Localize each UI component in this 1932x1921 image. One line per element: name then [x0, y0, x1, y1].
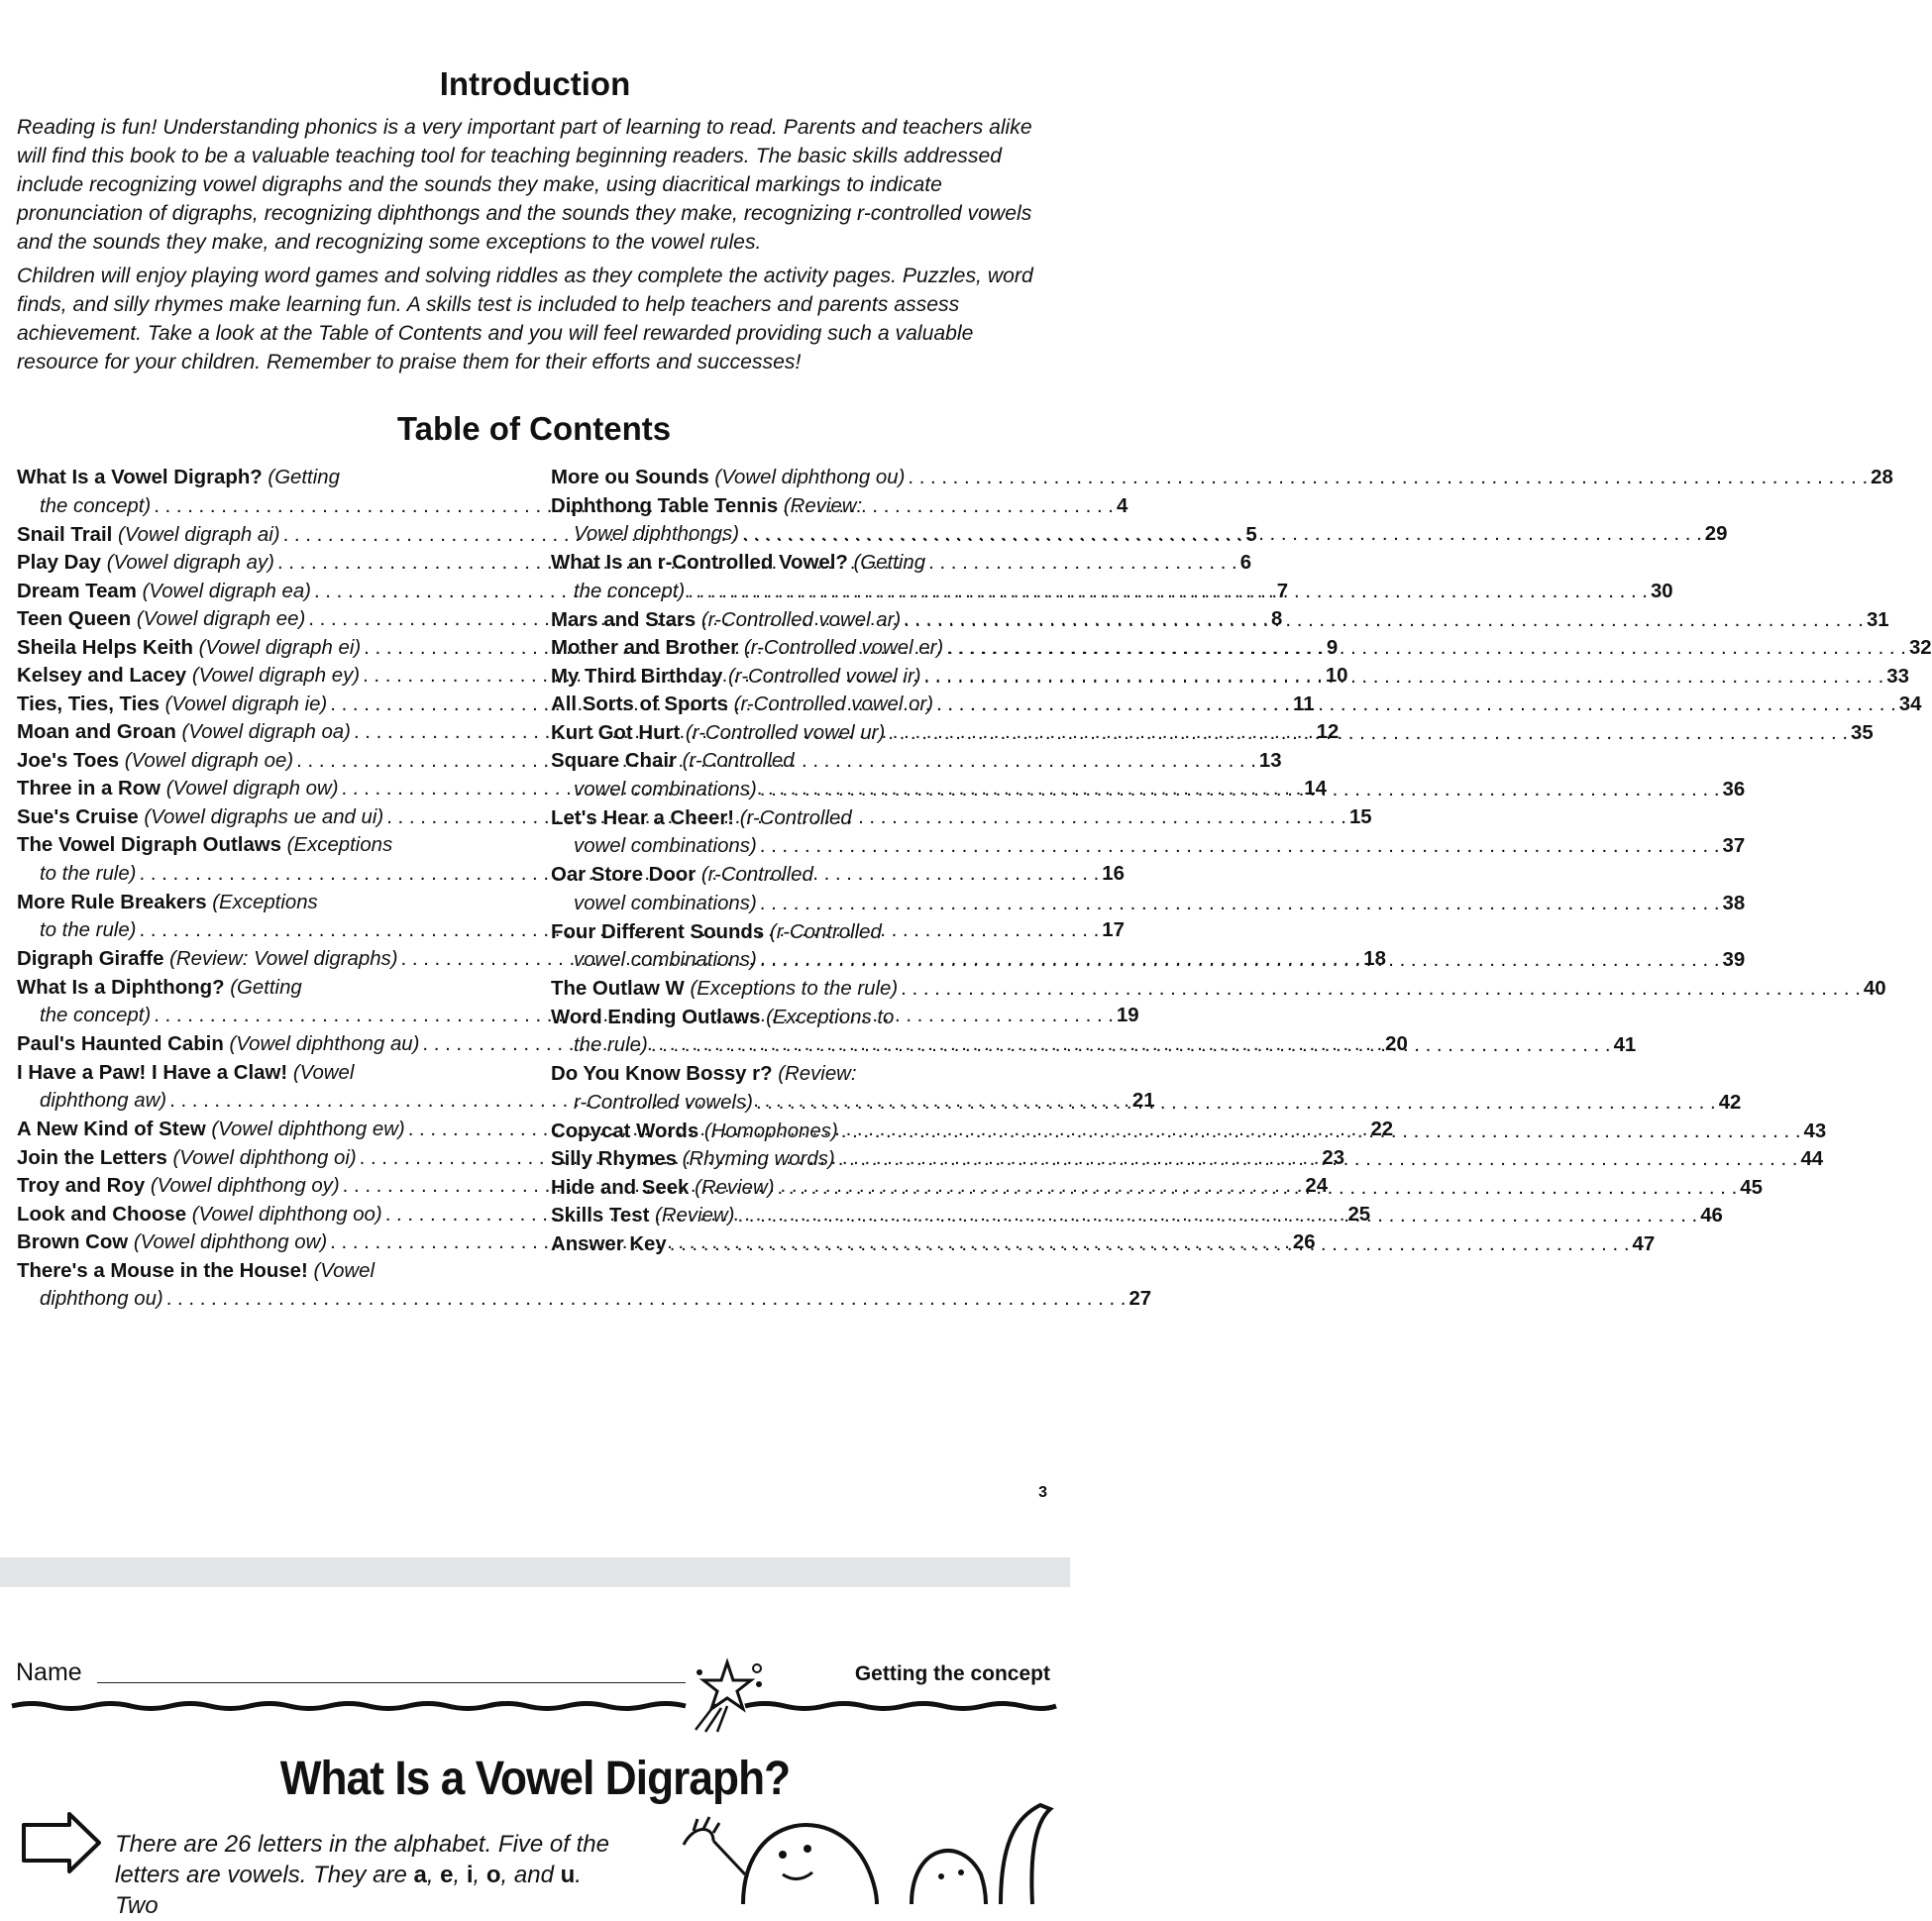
toc-entry-title: Answer Key — [551, 1232, 667, 1255]
toc-entry-subtitle: (Getting — [230, 976, 302, 999]
vowel-a: a — [413, 1862, 427, 1888]
table-of-contents-heading: Table of Contents — [396, 410, 672, 447]
toc-entry-title: Do You Know Bossy r? — [551, 1063, 773, 1085]
toc-entry-subtitle: (Vowel digraph ow) — [165, 778, 339, 800]
toc-dot-leader — [756, 1089, 1716, 1118]
toc-entry-title: More ou Sounds — [551, 467, 709, 488]
toc-entry-line — [17, 1285, 1152, 1314]
cartoon-letters-illustration — [664, 1785, 1060, 1904]
toc-entry-subtitle-cont: to the rule) — [40, 862, 137, 885]
toc-entry-subtitle: (Vowel — [292, 1061, 355, 1084]
toc-entry-line — [17, 974, 494, 1003]
toc-entry-title: Kelsey and Lacey — [17, 665, 187, 687]
toc-page-number: 26 — [1292, 1231, 1316, 1253]
toc-dot-leader — [904, 606, 1864, 635]
toc-entry-title: Ties, Ties, Ties — [17, 693, 160, 715]
toc-entry-line — [551, 634, 1932, 663]
toc-entry-title: Kurt Got Hurt — [551, 721, 681, 744]
toc-entry-title: Let's Hear a Cheer! — [551, 806, 735, 829]
and-text: and — [513, 1862, 554, 1888]
toc-entry-subtitle-cont: vowel combinations) — [574, 835, 757, 857]
toc-entry-subtitle-cont: vowel combinations) — [574, 949, 757, 971]
toc-entry-subtitle-cont: r-Controlled vowels) — [574, 1091, 753, 1114]
toc-dot-leader — [737, 1202, 1697, 1230]
toc-entry-line — [551, 606, 1889, 635]
toc-entry-subtitle: (Vowel diphthong au) — [229, 1033, 420, 1055]
toc-entry-title: There's a Mouse in the House! — [17, 1259, 308, 1282]
toc-entry-subtitle-cont: Vowel diphthongs) — [574, 523, 740, 545]
arrow-right-icon — [20, 1811, 103, 1874]
toc-entry-title: Join the Letters — [17, 1146, 167, 1169]
decorative-squiggle-border — [12, 1698, 1056, 1714]
toc-dot-leader — [760, 832, 1720, 861]
toc-entry-subtitle: (r-Controlled vowel ur) — [685, 721, 886, 744]
toc-entry-title: Mars and Stars — [551, 608, 697, 631]
toc-entry-subtitle: (Exceptions to — [766, 1006, 895, 1028]
toc-page-number: 42 — [1718, 1091, 1742, 1114]
toc-entry-subtitle: (Vowel diphthong ew) — [211, 1119, 405, 1140]
toc-page-number: 5 — [1245, 523, 1257, 546]
toc-entry-subtitle: (Vowel diphthong oi) — [172, 1146, 357, 1169]
toc-dot-leader — [888, 719, 1848, 748]
toc-entry-title: Skills Test — [551, 1205, 650, 1227]
toc-entry-line — [551, 832, 1746, 861]
toc-entry-subtitle: (r-Controlled vowel or) — [733, 694, 933, 715]
toc-entry-title: Dream Team — [17, 580, 137, 602]
toc-page-number: 30 — [1650, 580, 1673, 602]
toc-page-number: 13 — [1258, 749, 1282, 772]
toc-entry-title: Sheila Helps Keith — [17, 636, 193, 659]
toc-entry-line — [17, 1257, 494, 1286]
toc-entry-line — [551, 578, 1673, 606]
toc-entry-subtitle: (Review) — [695, 1176, 775, 1199]
toc-page-number: 45 — [1740, 1176, 1763, 1199]
toc-entry-title: All Sorts of Sports — [551, 694, 728, 715]
toc-page-number: 10 — [1325, 665, 1348, 687]
toc-dot-leader — [651, 1031, 1611, 1060]
toc-entry-subtitle: (Vowel digraph oa) — [181, 721, 351, 743]
toc-entry-subtitle: (Vowel digraph ie) — [164, 693, 328, 715]
toc-entry-subtitle: (Exceptions — [286, 834, 393, 856]
toc-entry-subtitle: (r-Controlled vowel er) — [743, 637, 944, 659]
vowel-o: o — [485, 1862, 501, 1888]
toc-page-number: 23 — [1322, 1146, 1345, 1169]
toc-page-number: 41 — [1613, 1034, 1637, 1056]
toc-entry-title: Copycat Words — [551, 1120, 699, 1142]
toc-entry-title: Oar Store Door — [551, 864, 697, 886]
toc-entry-title: Look and Choose — [17, 1203, 187, 1226]
toc-dot-leader — [760, 946, 1720, 975]
toc-dot-leader — [901, 975, 1861, 1004]
introduction-heading: Introduction — [439, 65, 631, 102]
toc-page-number: 39 — [1722, 949, 1746, 971]
toc-entry-subtitle-cont: vowel combinations) — [574, 892, 757, 914]
toc-dot-leader — [838, 1145, 1798, 1174]
toc-page-number: 25 — [1347, 1203, 1371, 1226]
shooting-star-icon — [688, 1658, 767, 1734]
toc-entry-subtitle-cont: the concept) — [574, 580, 686, 602]
toc-entry-subtitle-cont: the concept) — [40, 1005, 152, 1026]
toc-entry-subtitle: (Rhyming words) — [682, 1148, 835, 1170]
toc-entry-line — [17, 464, 494, 492]
toc-entry-line — [551, 1060, 1030, 1089]
toc-dot-leader — [688, 578, 1648, 606]
toc-entry-subtitle-cont: diphthong aw) — [40, 1090, 167, 1112]
toc-entry — [551, 549, 1673, 605]
name-label: Name — [16, 1658, 82, 1686]
toc-page-number: 4 — [1116, 494, 1128, 517]
worksheet-page — [0, 1587, 1070, 1919]
toc-page-number: 14 — [1304, 778, 1327, 800]
instruction-text: There are 26 letters in the alphabet. Five of the letters are vowels. They are — [115, 1831, 609, 1888]
toc-dot-leader — [908, 464, 1868, 492]
toc-page-number: 38 — [1722, 892, 1746, 914]
worksheet-instructions: There are 26 letters in the alphabet. Five of the letters are vowels. They are a, e, i, o, and u. Two — [115, 1831, 609, 1919]
toc-entry-subtitle: (Vowel — [313, 1259, 376, 1282]
toc-dot-leader — [841, 1118, 1801, 1146]
toc-dot-leader — [742, 520, 1702, 549]
toc-entry-line — [551, 520, 1728, 549]
toc-entry-subtitle: (r-Controlled vowel ar) — [700, 608, 902, 631]
toc-entry-subtitle: (r-Controlled — [682, 750, 795, 772]
toc-entry-subtitle: (r-Controlled — [769, 920, 882, 943]
toc-entry-subtitle: (Vowel digraph ay) — [106, 552, 274, 574]
toc-entry-title: A New Kind of Stew — [17, 1119, 206, 1140]
toc-page-number: 32 — [1908, 637, 1932, 659]
toc-entry-title: Square Chair — [551, 750, 677, 772]
vowel-i: i — [466, 1862, 474, 1888]
toc-entry-subtitle: (Vowel digraph ea) — [142, 580, 311, 602]
toc-entry-title: Hide and Seek — [551, 1176, 690, 1199]
toc-dot-leader — [924, 663, 1884, 692]
toc-page-number: 44 — [1800, 1148, 1824, 1170]
toc-entry-line — [551, 747, 1030, 776]
toc-entry-line — [551, 861, 1030, 890]
toc-page-number: 29 — [1704, 523, 1728, 545]
page-number: 3 — [1038, 1484, 1047, 1501]
toc-entry-subtitle-cont: to the rule) — [40, 919, 137, 941]
toc-entry-subtitle: (Getting — [268, 467, 340, 488]
name-write-line — [97, 1682, 686, 1683]
toc-entry-line — [551, 918, 1030, 947]
toc-dot-leader — [166, 1285, 1127, 1314]
toc-entry-line — [551, 464, 1893, 492]
toc-entry-title: Troy and Roy — [17, 1175, 146, 1197]
toc-entry-title: The Outlaw W — [551, 978, 685, 1000]
toc-entry-subtitle: (r-Controlled vowel ir) — [728, 665, 921, 688]
toc-entry-title: Digraph Giraffe — [17, 948, 164, 970]
toc-entry — [551, 634, 1932, 663]
toc-entry-subtitle: (Vowel diphthong oy) — [150, 1175, 340, 1197]
toc-entry-title: Mother and Brother — [551, 637, 739, 659]
toc-entry-subtitle: (Review: Vowel digraphs) — [169, 948, 398, 970]
vowel-u: u — [560, 1862, 576, 1888]
toc-entry — [551, 975, 1886, 1004]
toc-page-number: 19 — [1116, 1005, 1139, 1026]
toc-entry-line — [17, 889, 494, 917]
toc-entry-title: Snail Trail — [17, 523, 113, 546]
toc-entry-title: What Is an r-Controlled Vowel? — [551, 552, 848, 574]
toc-entry — [551, 606, 1889, 635]
toc-entry-title: What Is a Diphthong? — [17, 976, 225, 999]
toc-page-number: 43 — [1803, 1120, 1827, 1142]
toc-page-number: 7 — [1276, 580, 1289, 602]
toc-page-number: 27 — [1128, 1288, 1152, 1310]
instruction-text-end: . Two — [115, 1862, 582, 1919]
toc-dot-leader — [936, 691, 1896, 719]
toc-entry-subtitle: (Review: — [778, 1063, 857, 1085]
toc-entry-line — [551, 492, 1030, 521]
toc-dot-leader — [760, 890, 1720, 918]
toc-page-number: 15 — [1348, 805, 1372, 828]
toc-entry-subtitle-cont: diphthong ou) — [40, 1288, 163, 1310]
toc-entry-line — [17, 1059, 494, 1088]
toc-page-number: 31 — [1866, 608, 1889, 631]
toc-entry-subtitle: (Review: — [783, 494, 863, 517]
toc-entry-line — [551, 1004, 1030, 1032]
toc-page-number: 8 — [1271, 608, 1283, 630]
toc-page-number: 12 — [1316, 721, 1340, 743]
toc-entry-subtitle: (Vowel digraph oe) — [124, 749, 294, 772]
toc-page-number: 9 — [1326, 636, 1339, 659]
toc-entry — [551, 464, 1893, 492]
toc-page-number: 47 — [1632, 1232, 1656, 1255]
toc-entry-line — [551, 975, 1886, 1004]
toc-entry-title: My Third Birthday — [551, 665, 723, 688]
toc-entry-title: The Vowel Digraph Outlaws — [17, 834, 281, 856]
toc-entry-title: Teen Queen — [17, 608, 132, 630]
toc-entry-title: Three in a Row — [17, 778, 161, 800]
toc-page-number: 18 — [1363, 948, 1386, 970]
toc-entry-subtitle: (Vowel diphthong ou) — [714, 467, 906, 488]
toc-entry — [551, 492, 1728, 549]
toc-dot-leader — [670, 1230, 1630, 1259]
toc-entry-subtitle-cont: the concept) — [40, 494, 152, 517]
toc-page-number: 20 — [1385, 1033, 1408, 1055]
toc-entry-line — [551, 804, 1030, 833]
toc-entry-title: Joe's Toes — [17, 749, 120, 772]
toc-page-number: 16 — [1102, 862, 1125, 885]
concept-label: Getting the concept — [854, 1662, 1050, 1685]
toc-page-number: 22 — [1370, 1119, 1394, 1140]
toc-entry-subtitle: (r-Controlled — [700, 864, 813, 886]
toc-entry-title: Paul's Haunted Cabin — [17, 1033, 224, 1055]
toc-page-number: 36 — [1722, 778, 1746, 800]
toc-entry — [17, 1257, 1152, 1314]
toc-entry-title: Play Day — [17, 552, 102, 574]
toc-entry-title: Four Different Sounds — [551, 920, 765, 943]
toc-entry-subtitle: (Exceptions — [212, 891, 318, 913]
toc-page-number: 24 — [1305, 1175, 1329, 1197]
toc-entry-subtitle: (Exceptions to the rule) — [690, 978, 899, 1000]
intro-paragraph-1: Reading is fun! Understanding phonics is a very important part of learning to read. Parents and teachers alike will find this book to be a valuable teaching tool for teaching beginning readers. The basic skills addressed include recognizing vowel digraphs and the sounds they make, using diacritical markings to indicate pronunciation of digraphs, recognizing diphthongs and the sounds they make, recognizing r-controlled vowels and the sounds they make, and recognizing some exceptions to the vowel rules. — [17, 116, 1032, 254]
toc-entry-title: Silly Rhymes — [551, 1148, 677, 1170]
toc-page-number: 37 — [1722, 835, 1746, 857]
toc-entry-title: Word Ending Outlaws — [551, 1006, 761, 1028]
toc-entry-subtitle: (Vowel digraph ee) — [136, 608, 306, 630]
toc-page-number: 17 — [1102, 919, 1125, 941]
page-divider — [0, 1557, 1070, 1587]
toc-page-number: 33 — [1886, 665, 1909, 688]
toc-entry-line — [17, 831, 494, 860]
intro-paragraph-2: Children will enjoy playing word games and solving riddles as they complete the activity pages. Puzzles, word finds, and silly rhymes make learning fun. A skills test is included to help teachers and parents assess achievement. Take a look at the Table of Contents and you will feel rewarded providing such a valuable resource for your children. Remember to praise them for their efforts and successes! — [17, 265, 1033, 374]
toc-page-number: 40 — [1863, 978, 1886, 1000]
worksheet-title: What Is a Vowel Digraph? — [279, 1753, 791, 1805]
toc-entry-subtitle: (Review) — [655, 1205, 735, 1227]
vowel-e: e — [440, 1862, 454, 1888]
toc-entry-title: What Is a Vowel Digraph? — [17, 467, 263, 488]
toc-entry-subtitle: (Getting — [853, 552, 926, 574]
toc-entry-subtitle: (Vowel digraph ey) — [191, 665, 361, 687]
toc-entry-subtitle-cont: vowel combinations) — [574, 778, 757, 800]
toc-entry-subtitle: (Vowel diphthong ow) — [133, 1231, 328, 1253]
toc-dot-leader — [946, 634, 1906, 663]
toc-entry-title: Brown Cow — [17, 1231, 129, 1253]
toc-page-number: 46 — [1700, 1205, 1723, 1227]
toc-entry-subtitle: (Vowel digraph ai) — [118, 523, 280, 546]
toc-entry-subtitle: (Homophones) — [703, 1120, 838, 1142]
toc-entry-subtitle-cont: the rule) — [574, 1034, 648, 1056]
toc-entry-subtitle: (r-Controlled — [739, 806, 852, 829]
toc-page-number: 21 — [1131, 1090, 1155, 1112]
toc-page-number: 34 — [1898, 694, 1922, 715]
toc-page-number: 28 — [1871, 467, 1893, 488]
toc-entry-title: Diphthong Table Tennis — [551, 494, 779, 517]
toc-entry-title: I Have a Paw! I Have a Claw! — [17, 1061, 288, 1084]
toc-page-number: 35 — [1851, 721, 1874, 744]
toc-entry-title: Sue's Cruise — [17, 805, 139, 828]
toc-entry-subtitle: (Vowel digraphs ue and ui) — [144, 805, 384, 828]
toc-entry-subtitle: (Vowel digraph ei) — [198, 636, 362, 659]
toc-page-number: 11 — [1292, 693, 1315, 715]
toc-dot-leader — [760, 776, 1720, 804]
toc-entry-line — [551, 549, 1030, 578]
toc-dot-leader — [778, 1174, 1738, 1203]
toc-entry-title: Moan and Groan — [17, 721, 176, 743]
toc-entry-title: More Rule Breakers — [17, 891, 207, 913]
toc-entry-subtitle: (Vowel diphthong oo) — [191, 1203, 382, 1226]
toc-page-number: 6 — [1239, 552, 1252, 574]
toc-entry-line — [551, 890, 1746, 918]
